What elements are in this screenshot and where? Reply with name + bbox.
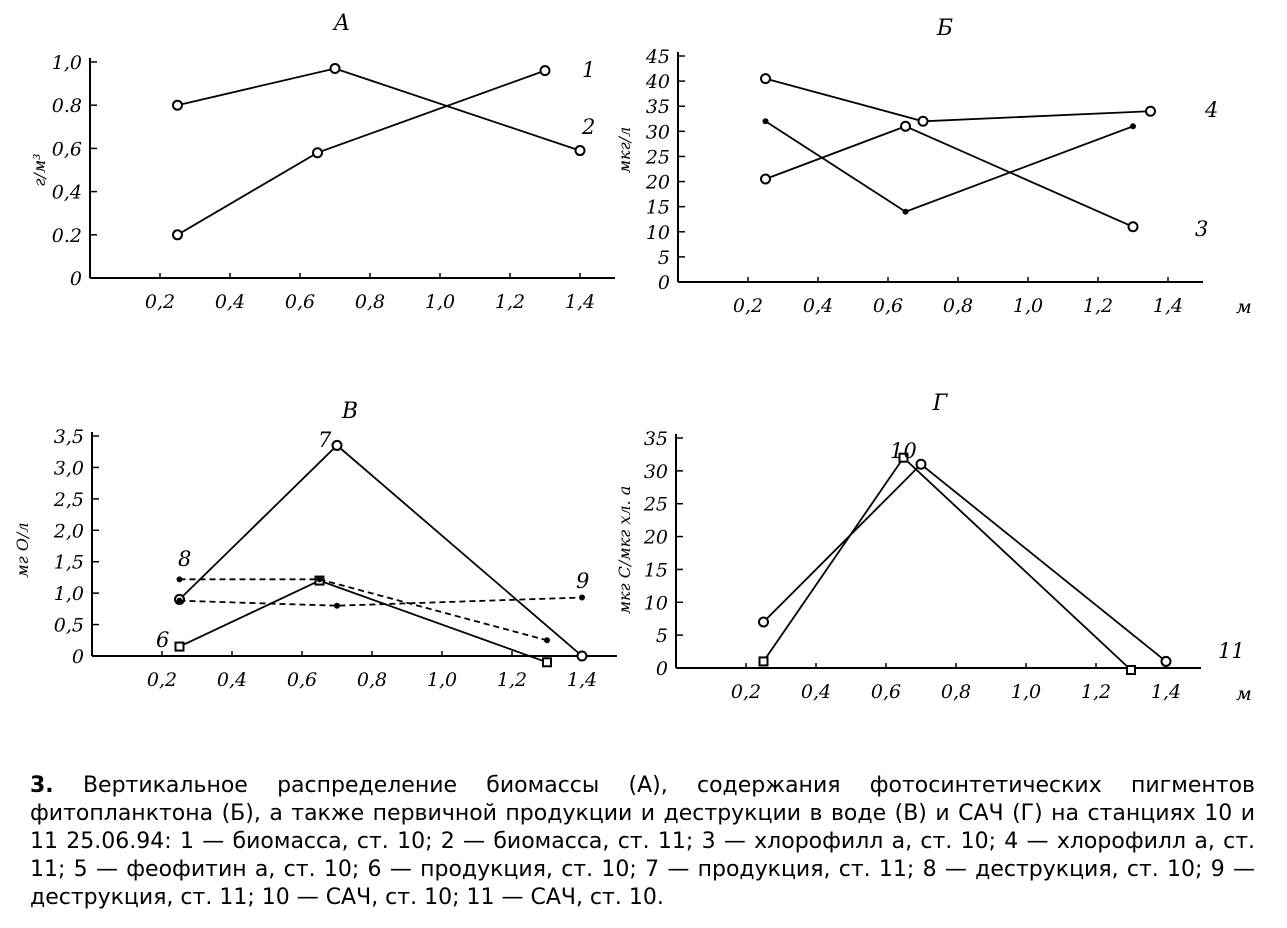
x-axis-unit: м [1236,683,1252,705]
data-point [177,576,183,582]
data-point [1127,666,1135,674]
data-point [173,101,182,110]
chart-panel-2 [615,16,1252,318]
data-point [759,618,768,627]
series-line [766,79,1151,122]
chart-title: Г [932,391,948,416]
data-point [317,576,323,582]
data-point [1162,657,1171,666]
series-line [180,581,548,663]
y-tick-label: 15 [643,559,668,582]
series-label: 4 [1205,98,1219,122]
series-line [180,445,583,656]
x-tick-label: 1,2 [494,291,526,313]
y-tick-label: 0.8 [51,95,82,118]
y-tick-label: 0,5 [53,614,84,637]
y-tick-label: 40 [645,71,670,94]
chart-title: Б [936,16,954,41]
x-tick-label: 1,4 [1150,681,1182,703]
series-line [178,69,581,151]
data-point [761,74,770,83]
data-point [576,146,585,155]
data-point [313,148,322,157]
chart-title: А [333,11,351,36]
y-tick-label: 2,0 [53,520,84,543]
y-tick-label: 0 [655,658,668,680]
x-tick-label: 1,0 [426,669,458,691]
caption-text: Вертикальное распределение биомассы (А), содержания фотосинтетических пигментов фитопланктона (Б), а также первичной продукции и деструкции в воде (В) и САЧ (Г) на станциях 10 и 11 25.06.94: 1 — биомасса, ст. 10; 2 — биомасса, ст. 11; 3 — хлорофилл а, ст. 10; 4 — хлорофилл а, ст. 11; 5 — феофитин а, ст. 10; 6 — продукция, ст. 10; 7 — продукция, ст. 11; 8 — деструкция, ст. 10; 9 — деструкция, ст. 11; 10 — САЧ, ст. 10; 11 — САЧ, ст. 10. [30,773,1255,910]
series-label: 2 [582,115,596,139]
data-point [331,64,340,73]
data-point [544,637,550,643]
data-point [1130,123,1136,129]
series-label: 10 [890,439,917,463]
series-label: 1 [582,58,596,82]
series-line [764,464,1167,661]
y-tick-label: 1,5 [53,551,84,574]
y-tick-label: 35 [645,96,670,119]
y-tick-label: 30 [645,121,670,144]
x-tick-label: 1,2 [496,669,528,691]
x-tick-label: 0,4 [214,291,246,313]
x-tick-label: 0,4 [800,681,832,703]
y-tick-label: 0.2 [51,224,82,247]
y-tick-label: 0,6 [51,138,82,161]
series-label: 9 [576,569,590,593]
series-line [180,579,548,640]
x-tick-label: 0,8 [354,291,386,313]
x-tick-label: 1,4 [1152,295,1184,317]
data-point [543,658,551,666]
data-point [903,209,909,215]
x-tick-label: 0,2 [730,681,762,703]
x-tick-label: 0,6 [870,681,902,703]
series-label: 7 [318,428,332,452]
y-tick-label: 2,5 [53,488,84,511]
x-tick-label: 1,2 [1080,681,1112,703]
x-axis-unit: м [1236,296,1252,318]
data-point [541,66,550,75]
series-label: 6 [156,628,170,652]
y-tick-label: 0,4 [51,181,82,204]
series-label: 3 [1195,217,1209,241]
chart-panel-3 [13,399,617,691]
x-tick-label: 1,2 [1082,295,1114,317]
y-axis-label: г/м³ [30,153,49,187]
y-tick-label: 25 [645,146,670,169]
series-line [178,71,546,235]
data-point [1146,107,1155,116]
data-point [334,603,340,609]
x-tick-label: 0,6 [286,669,318,691]
data-point [578,652,587,661]
x-tick-label: 0,8 [356,669,388,691]
series-line [766,126,1134,227]
y-tick-label: 10 [643,592,668,615]
y-tick-label: 20 [643,526,668,549]
chart-panel-1 [30,11,615,313]
y-tick-label: 30 [643,460,668,483]
y-tick-label: 0 [657,272,670,294]
data-point [579,595,585,601]
x-tick-label: 0,4 [802,295,834,317]
x-tick-label: 0,8 [940,681,972,703]
y-tick-label: 35 [643,428,668,450]
x-tick-label: 0,6 [872,295,904,317]
y-tick-label: 25 [643,493,668,516]
x-tick-label: 0,2 [146,669,178,691]
y-tick-label: 20 [645,171,670,194]
y-tick-label: 5 [657,246,670,269]
data-point [919,117,928,126]
series-line [766,121,1134,211]
chart-title: В [341,399,359,424]
data-point [177,598,183,604]
chart-panel-4 [615,391,1252,705]
x-tick-label: 0,2 [144,291,176,313]
figure-caption [30,772,1255,912]
x-tick-label: 1,0 [424,291,456,313]
x-tick-label: 1,0 [1010,681,1042,703]
x-tick-label: 0,4 [216,669,248,691]
x-tick-label: 0,6 [284,291,316,313]
y-axis-label: мкг/л [615,126,634,174]
x-tick-label: 0,2 [732,295,764,317]
y-tick-label: 3,5 [53,426,84,448]
y-tick-label: 0 [71,646,84,668]
data-point [763,118,769,124]
data-point [176,643,184,651]
series-label: 8 [178,547,192,571]
y-tick-label: 0 [69,268,82,290]
x-tick-label: 0,8 [942,295,974,317]
data-point [1129,222,1138,231]
data-point [917,460,926,469]
series-line [764,458,1132,670]
y-tick-label: 10 [645,221,670,244]
data-point [901,122,910,131]
y-tick-label: 1,0 [51,52,82,74]
series-label: 11 [1218,639,1245,663]
x-tick-label: 1,0 [1012,295,1044,317]
data-point [333,441,342,450]
y-axis-label: мкг С/мкг хл. а [615,485,634,615]
y-tick-label: 45 [645,46,670,68]
caption-number: 3. [30,773,54,798]
y-tick-label: 1,0 [53,583,84,606]
x-tick-label: 1,4 [566,669,598,691]
data-point [760,657,768,665]
data-point [173,230,182,239]
y-tick-label: 3,0 [53,457,84,480]
data-point [761,175,770,184]
y-tick-label: 5 [655,625,668,648]
y-axis-label: мг O/л [13,522,32,578]
x-tick-label: 1,4 [564,291,596,313]
y-tick-label: 15 [645,196,670,219]
